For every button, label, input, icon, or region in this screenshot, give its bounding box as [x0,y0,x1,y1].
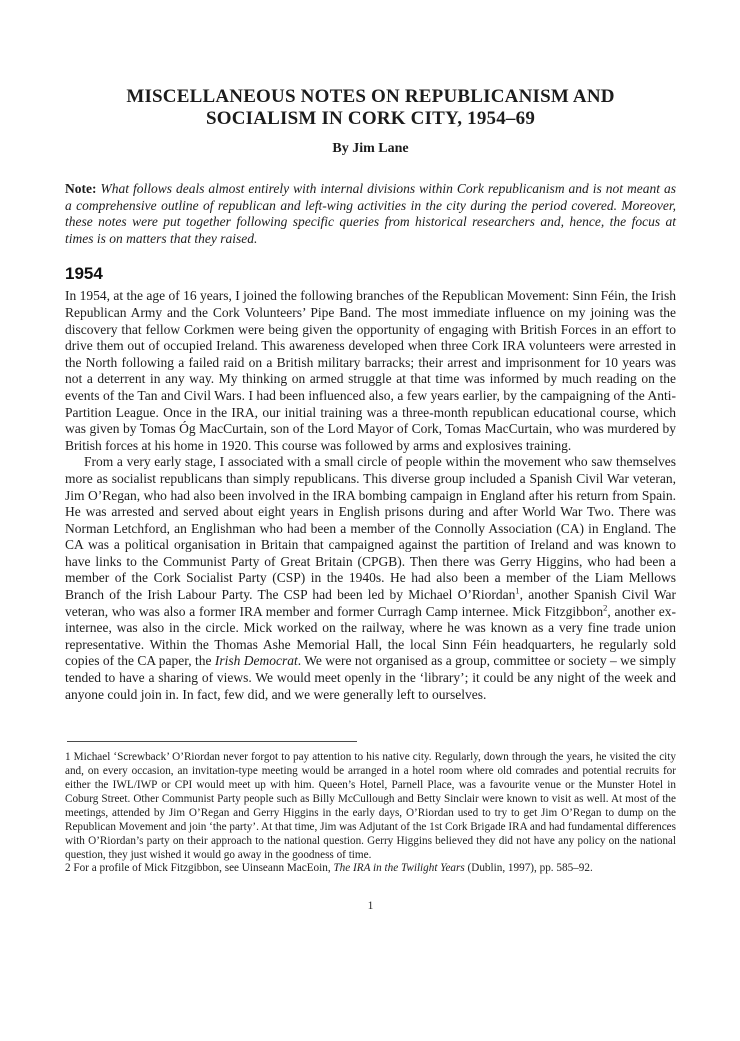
book-title-ira-twilight-years: The IRA in the Twilight Years [333,862,465,875]
paragraph-2-text-d: . We were not organised as a group, committee or society – we simply tended to have a sharing of views. We would meet openly in the ‘library’; it could be any night of the week and anyone could join in. In fact, few did, and we were generally left to ourselves. [65,653,676,702]
paragraph-2 [65,454,676,703]
footnote-divider [67,741,357,742]
paragraph-2-text-b: , another Spanish Civil War veteran, who was also a former IRA member and former Curragh Camp internee. Mick Fitzgibbon [65,587,676,619]
publication-title-irish-democrat: Irish Democrat [214,653,298,669]
section-heading-1954: 1954 [65,264,103,284]
footnote-2-text-b: (Dublin, 1997), pp. 585–92. [464,862,593,875]
footnote-2 [65,862,676,876]
footnote-reference-2: 2 [603,602,608,613]
note-label: Note: [65,181,97,196]
page-title-line-2: SOCIALISM IN CORK CITY, 1954–69 [205,108,536,129]
paragraph-2-text-a: From a very early stage, I associated with a small circle of people within the movement who saw themselves more as socialist republicans than simply republicans. This diverse group included a Spanish Civil War veteran, Jim O’Regan, who had also been involved in the IRA bombing campaign in England after his return from Spain. He was arrested and served about eight years in English prisons during and after World War Two. There was Norman Letchford, an Englishman who had been a member of the Connolly Association (CA) in England. The CA was a political organisation in Britain that campaigned against the partition of Ireland and was known to have links to the Communist Party of Great Britain (CPGB). Then there was Gerry Higgins, who had been a member of the Cork Socialist Party (CSP) in the 1940s. He had also been a member of the Liam Mellows Branch of the Irish Labour Party. The CSP had been led by Michael O’Riordan [65,454,676,603]
page-title-line-1: MISCELLANEOUS NOTES ON REPUBLICANISM AND [126,86,615,107]
page-title [65,86,676,130]
footnote-1: 1 Michael ‘Screwback’ O’Riordan never forgot to pay attention to his native city. Regularly, down through the years, he visited the city and, on every occasion, an invitation-type meeting would be arranged in a hotel room where old comrades and potential recruits for either the IWL/IWP or CPI would meet up with him. Queen’s Hotel, Parnell Place, was a favourite venue or the Munster Hotel in Coburg Street. Other Communist Party people such as Billy McCullough and Betty Sinclair were known to visit as well. At most of the meetings, attended by Jim O’Regan and Gerry Higgins in the early days, O’Riordan used to try to get Jim O’Regan to dump on the Republican Movement and join ‘the party’. At that time, Jim was Adjutant of the 1st Cork Brigade IRA and had fundamental differences with O’Riordan’s party on their approach to the national question. Gerry Higgins believed they did not have any policy on the national question, they just wished it would go away in the goodness of time. [65,751,676,861]
byline: By Jim Lane [332,141,409,156]
note-paragraph [65,181,676,247]
paragraph-1: In 1954, at the age of 16 years, I joined the following branches of the Republican Movement: Sinn Féin, the Irish Republican Army and the Cork Volunteers’ Pipe Band. The most immediate influence on my joining was the discovery that fellow Corkmen were being given the opportunity of engaging with British Forces in an effort to drive them out of occupied Ireland. This awareness developed when three Cork IRA volunteers were arrested in the North following a failed raid on a British military barracks; their arrest and imprisonment for 10 years was not a deterrent in any way. My thinking on armed struggle at that time was informed by much reading on the events of the Tan and Civil Wars. I had been influenced also, a few years earlier, by the campaigning of the Anti-Partition League. Once in the IRA, our initial training was a three-month republican educational course, which was given by Tomas Óg MacCurtain, son of the Lord Mayor of Cork, Tomas MacCurtain, who was murdered by British forces at his home in 1920. This course was followed by arms and explosives training. [65,288,676,453]
footnote-2-text-a: 2 For a profile of Mick Fitzgibbon, see Uinseann MacEoin, [65,862,334,875]
footnote-reference-1: 1 [515,585,520,596]
page-number: 1 [367,900,374,913]
paragraph-2-text-c: , another ex-internee, was also in the circle. Mick worked on the railway, where he was known as a very fine trade union representative. Within the Thomas Ashe Memorial Hall, the local Sinn Féin headquarters, he regularly sold copies of the CA paper, the [65,603,676,669]
note-text: What follows deals almost entirely with internal divisions within Cork republicanism and is not meant as a comprehensive outline of republican and left-wing activities in the city during the period covered. Moreover, these notes were put together following specific queries from historical researchers and, hence, the focus at times is on matters that they raised. [65,181,676,246]
